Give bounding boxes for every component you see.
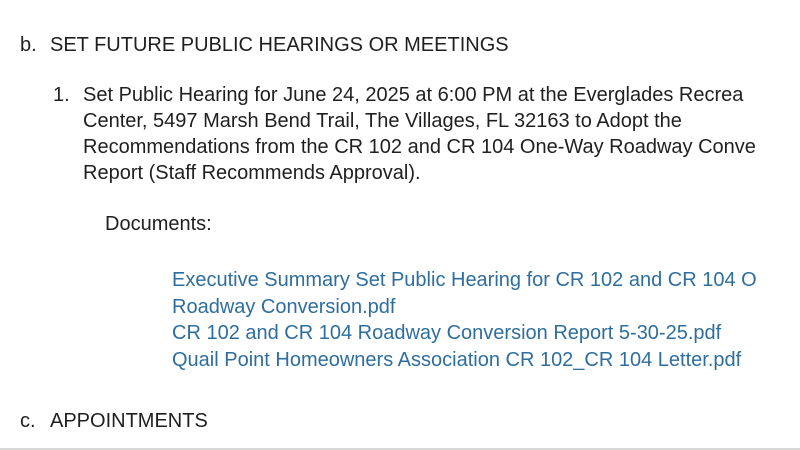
document-link-line: CR 102 and CR 104 Roadway Conversion Report 5-30-25.pdf <box>172 322 722 344</box>
document-link-line: Executive Summary Set Public Hearing for CR 102 and CR 104 O <box>172 269 757 291</box>
documents-label: Documents: <box>105 213 212 235</box>
section-c-heading <box>20 411 208 431</box>
section-b-title: SET FUTURE PUBLIC HEARINGS OR MEETINGS <box>50 34 509 56</box>
document-link-line: Quail Point Homeowners Association CR 102_CR 104 Letter.pdf <box>172 348 742 371</box>
document-item <box>172 320 757 347</box>
document-link-line: Roadway Conversion.pdf <box>172 295 396 318</box>
documents-list <box>172 267 757 373</box>
agenda-item-number: 1. <box>53 84 70 106</box>
agenda-item-line: Report (Staff Recommends Approval). <box>83 162 421 184</box>
agenda-item-line: Set Public Hearing for June 24, 2025 at 6:00 PM at the Everglades Recrea <box>83 84 744 106</box>
section-c-letter: c. <box>20 410 36 432</box>
document-item <box>172 267 757 320</box>
agenda-item-description <box>83 82 756 186</box>
agenda-item-line: Center, 5497 Marsh Bend Trail, The Villages, FL 32163 to Adopt the <box>83 110 682 132</box>
document-link-conversion-report[interactable] <box>172 320 757 347</box>
section-c-title: APPOINTMENTS <box>50 410 208 432</box>
section-b-letter: b. <box>20 34 37 56</box>
document-link-executive-summary[interactable] <box>172 267 757 320</box>
section-b-heading <box>20 35 509 55</box>
document-link-hoa-letter[interactable] <box>172 347 757 374</box>
agenda-item-line: Recommendations from the CR 102 and CR 104 One-Way Roadway Conve <box>83 136 756 158</box>
document-item <box>172 347 757 374</box>
